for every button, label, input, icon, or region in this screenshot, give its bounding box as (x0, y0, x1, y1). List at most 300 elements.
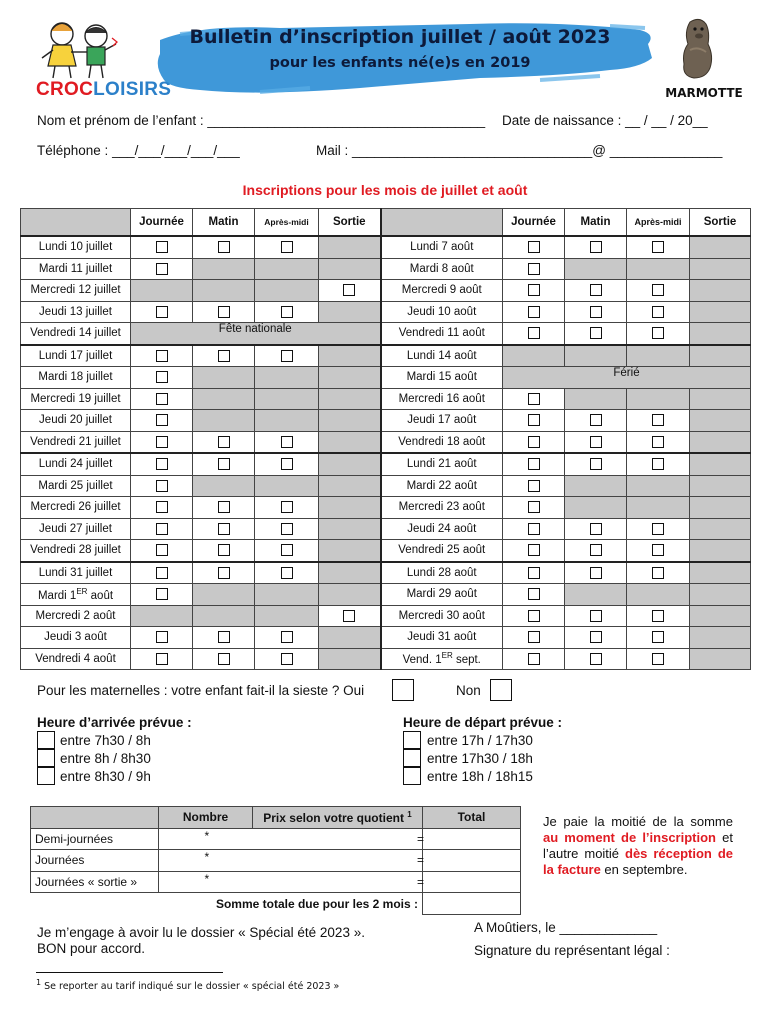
checkbox[interactable] (652, 653, 664, 665)
checkbox[interactable] (652, 414, 664, 426)
slot-cell[interactable] (565, 301, 627, 323)
checkbox[interactable] (218, 458, 230, 470)
checkbox[interactable] (590, 414, 602, 426)
checkbox[interactable] (652, 306, 664, 318)
checkbox[interactable] (343, 284, 355, 296)
departure-option-1-checkbox[interactable] (403, 731, 421, 749)
slot-cell[interactable] (131, 345, 193, 367)
slot-cell[interactable] (255, 562, 319, 584)
checkbox[interactable] (652, 544, 664, 556)
checkbox[interactable] (590, 306, 602, 318)
checkbox[interactable] (218, 241, 230, 253)
day-label: Vendredi 11 août (381, 323, 503, 345)
slot-cell[interactable] (319, 605, 381, 627)
checkbox[interactable] (156, 567, 168, 579)
slot-cell[interactable] (131, 431, 193, 453)
slot-cell[interactable] (503, 388, 565, 410)
checkbox[interactable] (218, 567, 230, 579)
slot-cell[interactable] (565, 518, 627, 540)
checkbox[interactable] (590, 653, 602, 665)
slot-cell[interactable] (503, 562, 565, 584)
checkbox[interactable] (281, 350, 293, 362)
checkbox[interactable] (528, 567, 540, 579)
day-label: Lundi 24 juillet (21, 453, 131, 475)
checkbox[interactable] (652, 327, 664, 339)
checkbox[interactable] (590, 436, 602, 448)
slot-cell[interactable] (565, 410, 627, 432)
checkbox[interactable] (528, 653, 540, 665)
slot-cell[interactable] (193, 562, 255, 584)
day-label: Mercredi 9 août (381, 280, 503, 302)
slot-cell[interactable] (193, 301, 255, 323)
sieste-question: Pour les maternelles : votre enfant fait-il la sieste ? Oui (37, 683, 365, 698)
slot-cell[interactable] (503, 431, 565, 453)
checkbox[interactable] (590, 567, 602, 579)
checkbox[interactable] (528, 501, 540, 513)
child-name-blank: _____________________________________ (207, 113, 486, 128)
checkbox[interactable] (218, 306, 230, 318)
slot-cell[interactable] (255, 431, 319, 453)
unavailable-cell (690, 605, 751, 627)
arrival-option-3-checkbox[interactable] (37, 767, 55, 785)
header-matin-right: Matin (565, 209, 627, 237)
departure-option-2-checkbox[interactable] (403, 749, 421, 767)
day-label: Jeudi 27 juillet (21, 518, 131, 540)
checkbox[interactable] (281, 436, 293, 448)
header-journee-right: Journée (503, 209, 565, 237)
price-row-label: Demi-journées (31, 828, 159, 850)
price-header-prix: Prix selon votre quotient $^1$ (253, 807, 423, 829)
unavailable-cell (690, 345, 751, 367)
phone-field[interactable] (37, 143, 240, 158)
price-table (30, 806, 521, 915)
slot-cell[interactable] (255, 540, 319, 562)
unavailable-cell (319, 431, 381, 453)
checkbox[interactable] (156, 523, 168, 535)
unavailable-cell (503, 345, 565, 367)
slot-cell[interactable] (503, 410, 565, 432)
unavailable-cell (690, 236, 751, 258)
day-label: Jeudi 3 août (21, 627, 131, 649)
slot-cell[interactable] (131, 518, 193, 540)
table-row (21, 236, 751, 258)
checkbox[interactable] (156, 501, 168, 513)
unavailable-cell (565, 388, 627, 410)
slot-cell[interactable] (255, 627, 319, 649)
checkbox[interactable] (156, 631, 168, 643)
day-label: Lundi 17 juillet (21, 345, 131, 367)
slot-cell[interactable] (193, 627, 255, 649)
slot-cell[interactable] (503, 627, 565, 649)
slot-cell[interactable] (565, 648, 627, 670)
checkbox[interactable] (281, 306, 293, 318)
checkbox[interactable] (528, 480, 540, 492)
unavailable-cell (690, 475, 751, 497)
checkbox[interactable] (528, 588, 540, 600)
day-label: Vend. 1ER sept. (381, 648, 503, 670)
checkbox[interactable] (528, 263, 540, 275)
checkbox[interactable] (652, 436, 664, 448)
checkbox[interactable] (590, 631, 602, 643)
slot-cell[interactable] (131, 258, 193, 280)
slot-cell[interactable] (565, 605, 627, 627)
day-label: Vendredi 25 août (381, 540, 503, 562)
unavailable-cell (319, 236, 381, 258)
slot-cell[interactable] (503, 475, 565, 497)
slot-cell[interactable] (627, 280, 690, 302)
unavailable-cell (627, 388, 690, 410)
unavailable-cell (627, 475, 690, 497)
slot-cell[interactable] (627, 236, 690, 258)
table-row (21, 410, 751, 432)
mail-field[interactable] (316, 143, 722, 158)
checkbox[interactable] (281, 523, 293, 535)
slot-cell[interactable] (503, 301, 565, 323)
slot-cell[interactable] (131, 540, 193, 562)
slot-cell[interactable] (131, 497, 193, 519)
unavailable-cell (319, 258, 381, 280)
checkbox[interactable] (528, 631, 540, 643)
arrival-option-1: entre 7h30 / 8h (60, 733, 151, 748)
unavailable-cell (193, 258, 255, 280)
checkbox[interactable] (652, 567, 664, 579)
checkbox[interactable] (652, 631, 664, 643)
child-name-label: Nom et prénom de l’enfant : (37, 113, 204, 128)
mail-label: Mail : (316, 143, 349, 158)
slot-cell[interactable] (627, 410, 690, 432)
checkbox[interactable] (156, 653, 168, 665)
checkbox[interactable] (652, 458, 664, 470)
day-label: Lundi 7 août (381, 236, 503, 258)
unavailable-cell (193, 280, 255, 302)
checkbox[interactable] (590, 610, 602, 622)
calendar-table (20, 208, 751, 670)
departure-option-3-checkbox[interactable] (403, 767, 421, 785)
total-label: Somme totale due pour les 2 mois : (215, 896, 418, 911)
unavailable-cell (690, 258, 751, 280)
checkbox[interactable] (156, 480, 168, 492)
checkbox[interactable] (652, 523, 664, 535)
unavailable-cell (690, 323, 751, 345)
section-title: Inscriptions pour les mois de juillet et août (242, 182, 528, 198)
day-label: Mardi 1ER août (21, 584, 131, 606)
birth-date-field[interactable] (502, 113, 708, 128)
checkbox[interactable] (156, 241, 168, 253)
checkbox[interactable] (156, 458, 168, 470)
slot-cell[interactable] (627, 518, 690, 540)
checkbox[interactable] (156, 393, 168, 405)
checkbox[interactable] (528, 458, 540, 470)
slot-cell[interactable] (565, 627, 627, 649)
total-input[interactable] (423, 850, 521, 872)
checkbox[interactable] (590, 523, 602, 535)
slot-cell[interactable] (503, 453, 565, 475)
checkbox[interactable] (528, 523, 540, 535)
unavailable-cell (255, 605, 319, 627)
day-label: Jeudi 31 août (381, 627, 503, 649)
grand-total-input[interactable] (423, 893, 521, 915)
day-label: Vendredi 28 juillet (21, 540, 131, 562)
slot-cell[interactable] (503, 518, 565, 540)
checkbox[interactable] (218, 544, 230, 556)
arrival-option-1-checkbox[interactable] (37, 731, 55, 749)
price-row-label: Journées (31, 850, 159, 872)
unavailable-cell (627, 258, 690, 280)
checkbox[interactable] (590, 241, 602, 253)
sieste-oui-checkbox[interactable] (392, 679, 414, 701)
prix-cell[interactable]: * = (253, 828, 423, 850)
unavailable-cell (255, 410, 319, 432)
table-row (21, 518, 751, 540)
slot-cell[interactable] (503, 540, 565, 562)
unavailable-cell (627, 497, 690, 519)
slot-cell[interactable] (565, 236, 627, 258)
checkbox[interactable] (281, 501, 293, 513)
checkbox[interactable] (156, 436, 168, 448)
unavailable-cell (690, 562, 751, 584)
day-label: Mercredi 12 juillet (21, 280, 131, 302)
slot-cell[interactable] (565, 280, 627, 302)
slot-cell[interactable] (131, 410, 193, 432)
slot-cell[interactable] (131, 236, 193, 258)
unavailable-cell (690, 497, 751, 519)
checkbox[interactable] (590, 544, 602, 556)
checkbox[interactable] (590, 458, 602, 470)
day-label: Mercredi 30 août (381, 605, 503, 627)
checkbox[interactable] (156, 588, 168, 600)
checkbox[interactable] (218, 436, 230, 448)
slot-cell[interactable] (627, 323, 690, 345)
slot-cell[interactable] (255, 301, 319, 323)
unavailable-cell (690, 627, 751, 649)
slot-cell[interactable] (627, 431, 690, 453)
total-input[interactable] (423, 828, 521, 850)
day-label: Vendredi 21 juillet (21, 431, 131, 453)
day-label: Lundi 21 août (381, 453, 503, 475)
slot-cell[interactable] (503, 648, 565, 670)
slot-cell[interactable] (503, 605, 565, 627)
group-label: MARMOTTE (665, 86, 743, 100)
unavailable-cell (193, 410, 255, 432)
unavailable-cell (319, 367, 381, 389)
unavailable-cell (255, 258, 319, 280)
slot-cell[interactable] (131, 388, 193, 410)
checkbox[interactable] (528, 241, 540, 253)
checkbox[interactable] (528, 436, 540, 448)
slot-cell[interactable] (319, 280, 381, 302)
checkbox[interactable] (343, 610, 355, 622)
slot-cell[interactable] (193, 431, 255, 453)
checkbox[interactable] (281, 567, 293, 579)
table-row (21, 475, 751, 497)
slot-cell[interactable] (131, 301, 193, 323)
marmot-photo (672, 16, 722, 80)
birth-date-label: Date de naissance : (502, 113, 622, 128)
slot-cell[interactable] (193, 453, 255, 475)
price-row (31, 850, 521, 872)
price-header-nombre: Nombre (159, 807, 253, 829)
unavailable-cell (319, 475, 381, 497)
table-row (21, 431, 751, 453)
unavailable-cell (131, 280, 193, 302)
unavailable-cell (319, 648, 381, 670)
checkbox[interactable] (156, 414, 168, 426)
header-empty-left (21, 209, 131, 237)
slot-cell[interactable] (131, 627, 193, 649)
table-row (21, 627, 751, 649)
checkbox[interactable] (281, 653, 293, 665)
prix-cell[interactable]: * = (253, 850, 423, 872)
slot-cell[interactable] (255, 648, 319, 670)
checkbox[interactable] (156, 263, 168, 275)
unavailable-cell (565, 475, 627, 497)
table-row (21, 497, 751, 519)
day-label: Mardi 8 août (381, 258, 503, 280)
day-label: Mardi 29 août (381, 584, 503, 606)
unavailable-cell (319, 562, 381, 584)
slot-cell[interactable] (255, 518, 319, 540)
slot-cell[interactable] (503, 497, 565, 519)
checkbox[interactable] (528, 393, 540, 405)
checkbox[interactable] (281, 241, 293, 253)
total-input[interactable] (423, 871, 521, 893)
checkbox[interactable] (156, 350, 168, 362)
checkbox[interactable] (590, 327, 602, 339)
day-label: Mardi 25 juillet (21, 475, 131, 497)
table-row (21, 367, 751, 389)
slot-cell[interactable] (131, 453, 193, 475)
mail-blank: ________________________________@ _______________ (352, 143, 723, 158)
table-row (21, 562, 751, 584)
slot-cell[interactable] (503, 258, 565, 280)
checkbox[interactable] (156, 544, 168, 556)
table-row (21, 540, 751, 562)
unavailable-cell (690, 584, 751, 606)
slot-cell[interactable] (627, 453, 690, 475)
checkbox[interactable] (590, 284, 602, 296)
unavailable-cell (627, 345, 690, 367)
checkbox[interactable] (218, 631, 230, 643)
slot-cell[interactable] (503, 236, 565, 258)
checkbox[interactable] (281, 458, 293, 470)
checkbox[interactable] (281, 631, 293, 643)
slot-cell[interactable] (565, 453, 627, 475)
slot-cell[interactable] (131, 367, 193, 389)
slot-cell[interactable] (193, 518, 255, 540)
slot-cell[interactable] (503, 323, 565, 345)
signature-place[interactable]: A Moûtiers, le _____________ (474, 920, 658, 935)
arrival-label: Heure d’arrivée prévue : (37, 715, 192, 730)
slot-cell[interactable] (131, 475, 193, 497)
slot-cell[interactable] (565, 562, 627, 584)
slot-cell[interactable] (627, 301, 690, 323)
slot-cell[interactable] (255, 453, 319, 475)
slot-cell[interactable] (193, 497, 255, 519)
day-label: Jeudi 20 juillet (21, 410, 131, 432)
checkbox[interactable] (528, 544, 540, 556)
checkbox[interactable] (528, 306, 540, 318)
slot-cell[interactable] (131, 584, 193, 606)
slot-cell[interactable] (503, 584, 565, 606)
checkbox[interactable] (218, 523, 230, 535)
checkbox[interactable] (218, 653, 230, 665)
table-row (21, 345, 751, 367)
checkbox[interactable] (652, 241, 664, 253)
header-sortie-left: Sortie (319, 209, 381, 237)
price-header-row (31, 807, 521, 829)
slot-cell[interactable] (503, 280, 565, 302)
slot-cell[interactable] (627, 540, 690, 562)
checkbox[interactable] (281, 544, 293, 556)
slot-cell[interactable] (565, 323, 627, 345)
price-total-row (31, 893, 521, 915)
day-label: Jeudi 17 août (381, 410, 503, 432)
slot-cell[interactable] (565, 540, 627, 562)
slot-cell[interactable] (565, 431, 627, 453)
unavailable-cell (690, 301, 751, 323)
day-label: Mercredi 23 août (381, 497, 503, 519)
prix-cell[interactable]: * = (253, 871, 423, 893)
slot-cell[interactable] (255, 345, 319, 367)
checkbox[interactable] (528, 327, 540, 339)
checkbox[interactable] (218, 501, 230, 513)
slot-cell[interactable] (627, 605, 690, 627)
checkbox[interactable] (652, 284, 664, 296)
unavailable-cell (690, 388, 751, 410)
slot-cell[interactable] (255, 236, 319, 258)
checkbox[interactable] (652, 610, 664, 622)
form-subtitle: pour les enfants né(e)s en 2019 (269, 55, 531, 71)
checkbox[interactable] (218, 350, 230, 362)
table-row (21, 301, 751, 323)
checkbox[interactable] (528, 610, 540, 622)
unavailable-cell (319, 388, 381, 410)
price-row (31, 871, 521, 893)
unavailable-cell (319, 540, 381, 562)
phone-blank: ___/___/___/___/___ (112, 143, 240, 158)
slot-cell[interactable] (627, 627, 690, 649)
price-header-empty (31, 807, 159, 829)
unavailable-cell (565, 497, 627, 519)
slot-cell[interactable] (255, 497, 319, 519)
unavailable-cell (319, 410, 381, 432)
slot-cell[interactable] (193, 236, 255, 258)
footnote-divider (36, 972, 223, 973)
slot-cell[interactable] (131, 648, 193, 670)
slot-cell[interactable] (193, 540, 255, 562)
checkbox[interactable] (528, 284, 540, 296)
checkbox[interactable] (528, 414, 540, 426)
arrival-option-2-checkbox[interactable] (37, 749, 55, 767)
header-journee-left: Journée (131, 209, 193, 237)
slot-cell[interactable] (131, 562, 193, 584)
table-row (21, 280, 751, 302)
unavailable-cell (255, 280, 319, 302)
unavailable-cell (319, 497, 381, 519)
unavailable-cell (193, 584, 255, 606)
slot-cell[interactable] (193, 345, 255, 367)
slot-cell[interactable] (627, 648, 690, 670)
checkbox[interactable] (156, 306, 168, 318)
header-empty-right (381, 209, 503, 237)
slot-cell[interactable] (627, 562, 690, 584)
day-label: Lundi 10 juillet (21, 236, 131, 258)
child-name-field[interactable] (37, 113, 485, 128)
checkbox[interactable] (156, 371, 168, 383)
payment-note: Je paie la moitié de la somme au moment de l’inscription et l’autre moitié dès réception de la facture en septembre. (543, 814, 733, 877)
slot-cell[interactable] (193, 648, 255, 670)
sieste-non-checkbox[interactable] (490, 679, 512, 701)
